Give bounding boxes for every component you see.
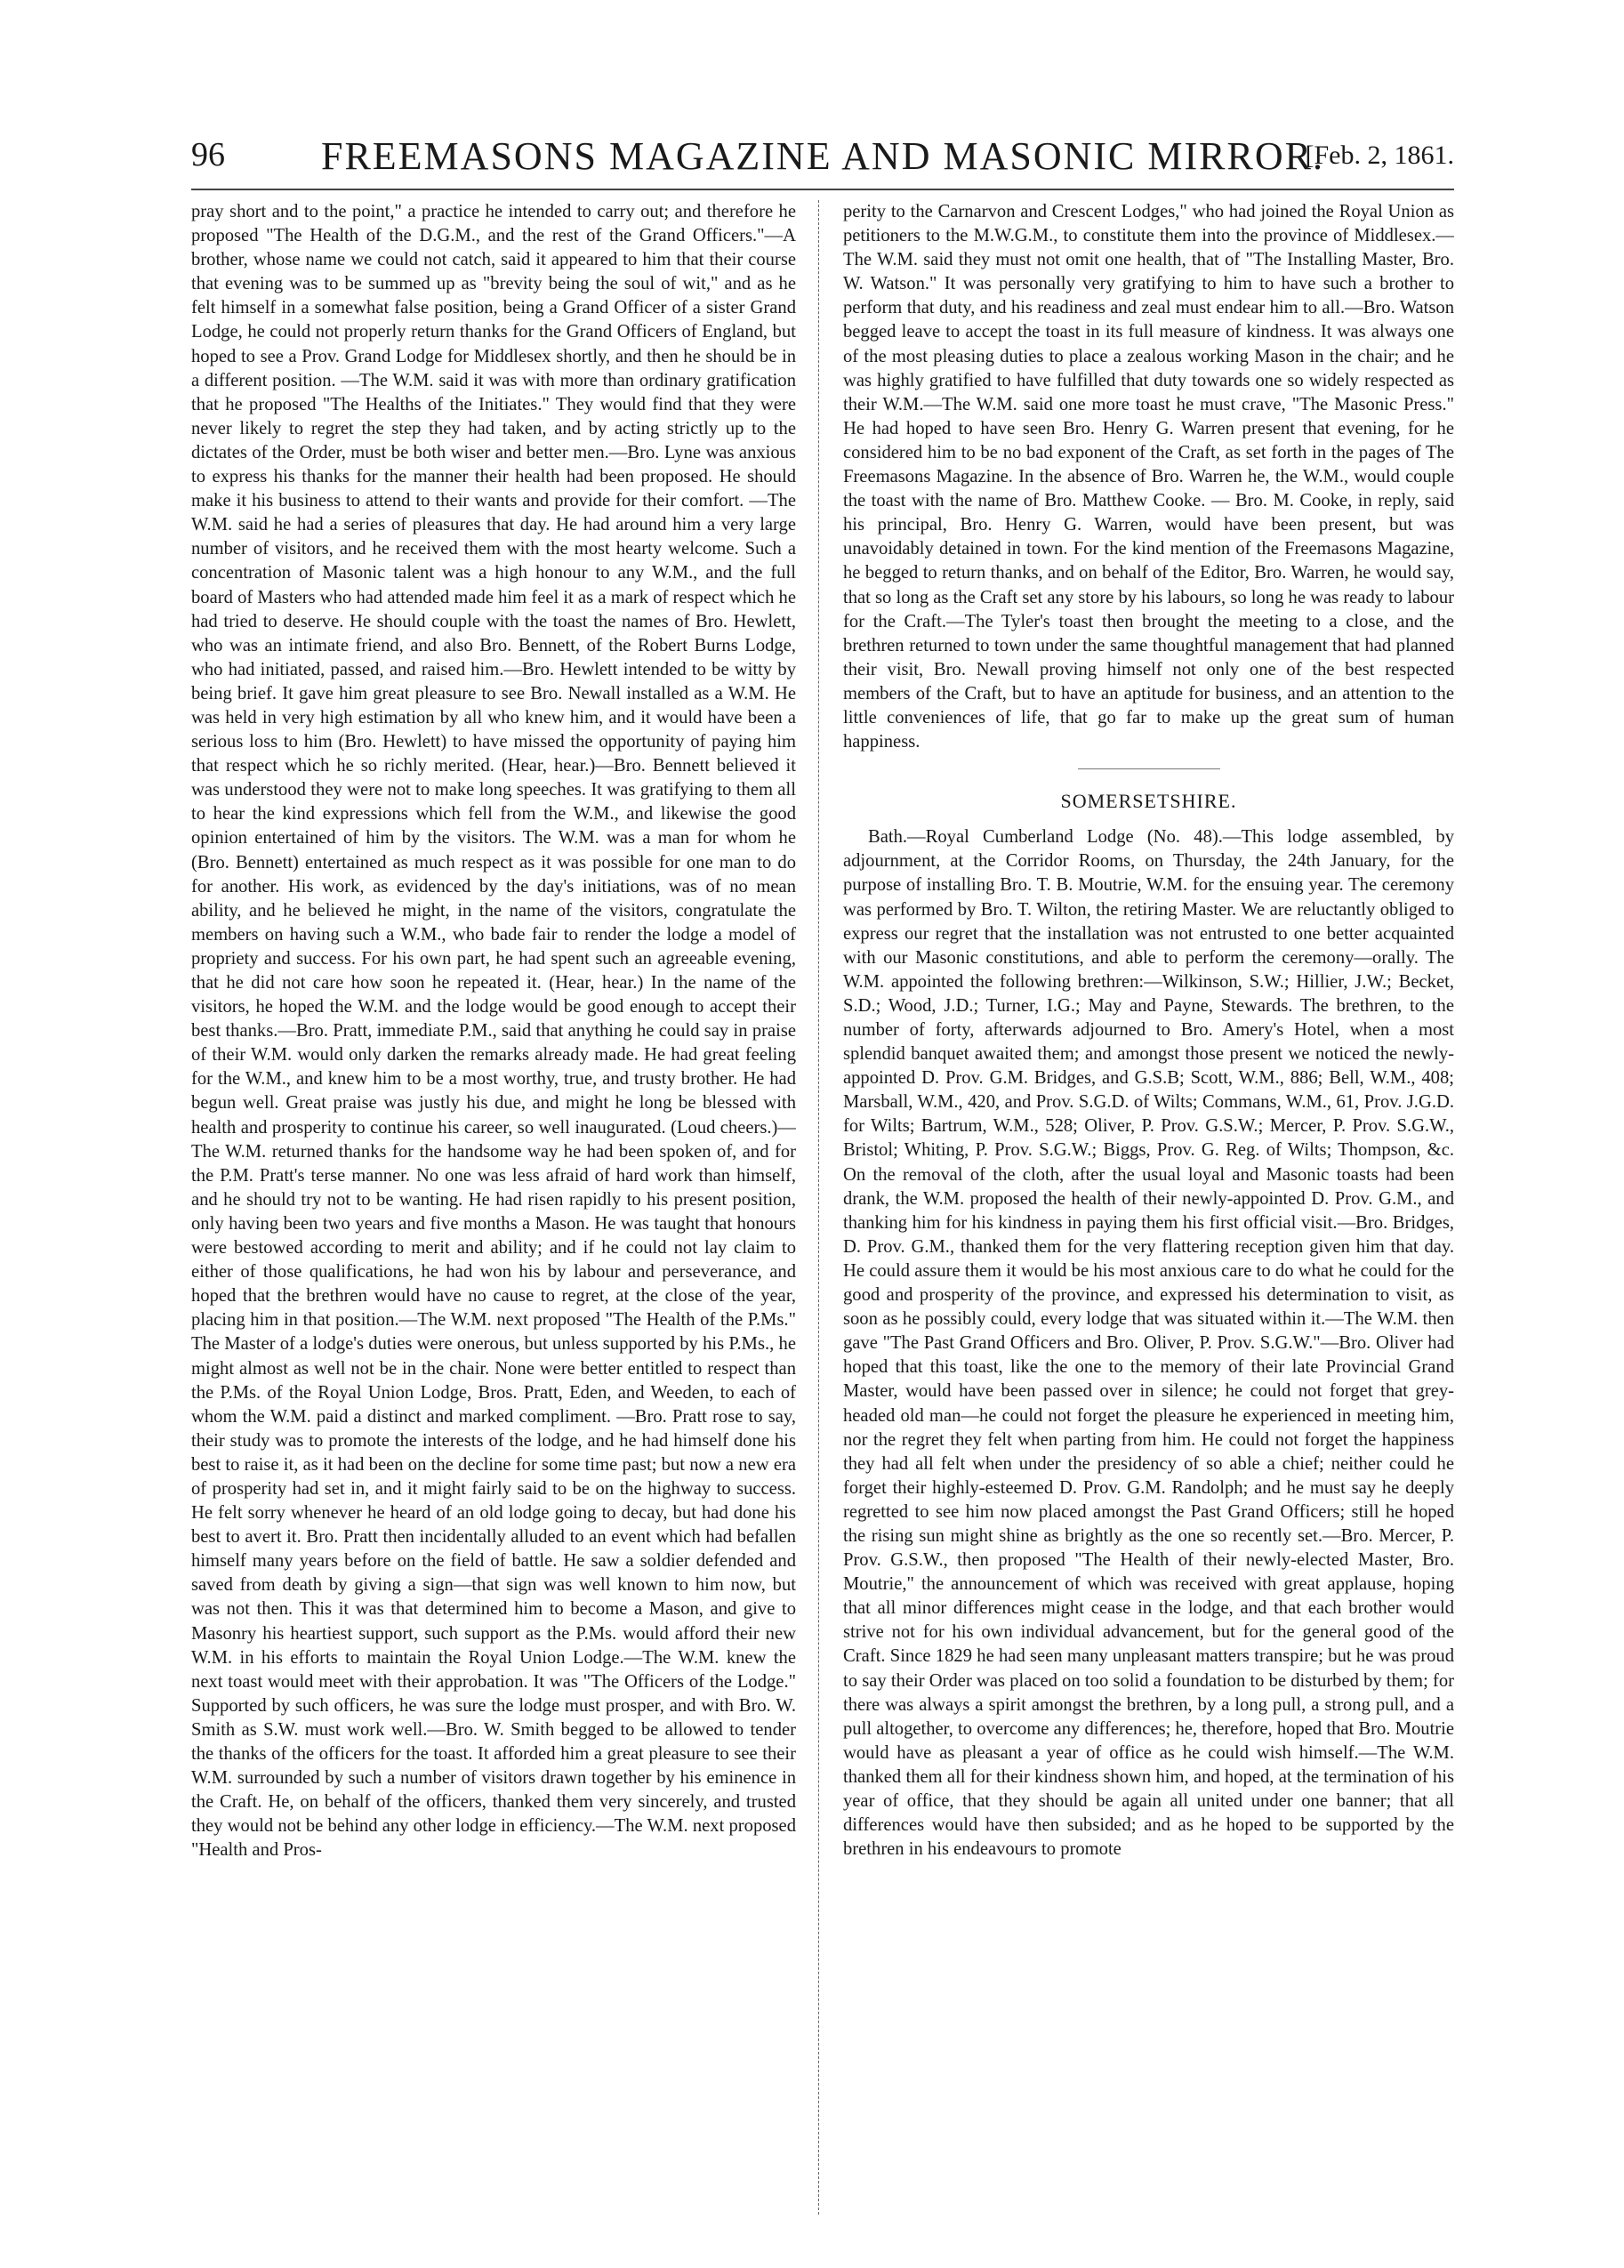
right-column-paragraph-2: Bath.—Royal Cumberland Lodge (No. 48).—This lodge assembled, by adjournment, at the Corridor Rooms, on Thursday, the 24th January, for the purpose of installing Bro. T. B. Moutrie, W.M. for the ensuing year. The ceremony was performed by Bro. T. Wilton, the retiring Master. We are reluctantly obliged to express our regret that the installation was not entrusted to one better acquainted with our Masonic constitutions, and able to perform the ceremony—orally. The W.M. appointed the following brethren:—Wilkinson, S.W.; Hillier, J.W.; Becket, S.D.; Wood, J.D.; Turner, I.G.; May and Payne, Stewards. The brethren, to the number of forty, afterwards adjourned to Bro. Amery's Hotel, when a most splendid banquet awaited them; and amongst those present we noticed the newly-appointed D. Prov. G.M. Bridges, and G.S.B; Scott, W.M., 886; Bell, W.M., 408; Marsball, W.M., 420, and Prov. S.G.D. of Wilts; Commans, W.M., 61, Prov. J.G.D. for Wilts; Bartrum, W.M., 528; Oliver, P. Prov. G.S.W.; Mercer, P. Prov. S.G.W., Bristol; Whiting, P. Prov. S.G.W.; Biggs, Prov. G. Reg. of Wilts; Thompson, &c. On the removal of the cloth, after the usual loyal and Masonic toasts had been drank, the W.M. proposed the health of their newly-appointed D. Prov. G.M., and thanking him for his kindness in paying them his first official visit.—Bro. Bridges, D. Prov. G.M., thanked them for the very flattering reception given him that day. He could assure them it would be his most anxious care to do what he could for the good and prosperity of the province, and expressed his determination to visit, as soon as he possibly could, every lodge that was situated within it.—The W.M. then gave "The Past Grand Officers and Bro. Oliver, P. Prov. S.G.W."—Bro. Oliver had hoped that this toast, like the one to the memory of their late Provincial Grand Master, would have been passed over in silence; he could not forget that grey-headed old man—he could not forget the pleasure he experienced in meeting him, nor the regret they felt when parting from him. He could not forget the happiness they had all felt when under the presidency of so able a chief; neither could he forget their highly-esteemed D. Prov. G.M. Randolph; and he must say he deeply regretted to see him now placed amongst the Past Grand Officers; still he hoped the rising sun might shine as brightly as the one so recently set.—Bro. Mercer, P. Prov. G.S.W., then proposed "The Health of their newly-elected Master, Bro. Moutrie," the announcement of which was received with great applause, hoping that all minor differences might cease in the lodge, and that each brother would strive not for his own individual advancement, but for the general good of the Craft. Since 1829 he had seen many unpleasant matters transpire; but he was proud to say their Order was placed on too solid a foundation to be disturbed by them; for there was always a spirit amongst the brethren, by a long pull, a strong pull, and a pull altogether, to overcome any differences; he, therefore, hoped that Bro. Moutrie would have as pleasant a year of office as he could wish himself.—The W.M. thanked them all for their kindness shown him, and hoped, at the termination of his year of office, that they should be again all united under one banner; that all differences would have then subsided; and as he hoped to be supported by the brethren in his endeavours to promote <box>843 827 1454 1860</box>
section-heading: SOMERSETSHIRE. <box>1060 790 1237 813</box>
issue-date: [Feb. 2, 1861. <box>1305 141 1454 170</box>
right-column-paragraph-1: perity to the Carnarvon and Crescent Lodges," who had joined the Royal Union as petitioners to the M.W.G.M., to constitute them into the province of Middlesex.—The W.M. said they must not omit one health, that of "The Installing Master, Bro. W. Watson." It was personally very gratifying to him to have such a brother to perform that duty, and his readiness and zeal must endear him to all.—Bro. Watson begged leave to accept the toast in its full measure of kindness. It was always one of the most pleasing duties to place a zealous working Mason in the chair; and he was highly gratified to have fulfilled that duty towards one so widely respected as their W.M.—The W.M. said one more toast he must crave, "The Masonic Press." He had hoped to have seen Bro. Henry G. Warren present that evening, for he considered him to be no bad exponent of the Craft, as set forth in the pages of The Freemasons Magazine. In the absence of Bro. Warren he, the W.M., would couple the toast with the name of Bro. Matthew Cooke. — Bro. M. Cooke, in reply, said his principal, Bro. Henry G. Warren, would have been present, but was unavoidably detained in town. For the kind mention of the Freemasons Magazine, he begged to return thanks, and on behalf of the Editor, Bro. Warren, he would say, that so long as the Craft set any store by his labours, so long he was ready to labour for the Craft.—The Tyler's toast then brought the meeting to a close, and the brethren returned to town under the same thoughtful management that had planned their visit, Bro. Newall proving himself not only one of the best respected members of the Craft, but to have an aptitude for business, and an attention to the little conveniences of life, that go far to make up the great sum of human happiness. <box>843 202 1454 752</box>
page-number: 96 <box>191 136 225 173</box>
section-rule <box>1078 768 1220 769</box>
column-divider <box>818 200 819 2215</box>
left-column-text: pray short and to the point," a practice he intended to carry out; and therefore he proposed "The Health of the D.G.M., and the rest of the Grand Officers."—A brother, whose name we could not catch, said it appeared to him that their course that evening was to be summed up as "brevity being the soul of wit," and as he felt himself in a somewhat false position, being a Grand Officer of a sister Grand Lodge, he could not properly return thanks for the Grand Officers of England, but hoped to see a Prov. Grand Lodge for Middlesex shortly, and then he should be in a different position. —The W.M. said it was with more than ordinary gratification that he proposed "The Healths of the Initiates." They would find that they were never likely to regret the step they had taken, and by acting strictly up to the dictates of the Order, must be both wiser and better men.—Bro. Lyne was anxious to express his thanks for the manner their health had been proposed. He should make it his business to attend to their wants and provide for their comfort. —The W.M. said he had a series of pleasures that day. He had around him a very large number of visitors, and he received them with the most hearty welcome. Such a concentration of Masonic talent was a high honour to any W.M., and the full board of Masters who had attended made him feel it as a mark of respect which he had tried to deserve. He should couple with the toast the names of Bro. Hewlett, who was an intimate friend, and also Bro. Bennett, of the Robert Burns Lodge, who had initiated, passed, and raised him.—Bro. Hewlett intended to be witty by being brief. It gave him great pleasure to see Bro. Newall installed as a W.M. He was held in very high estimation by all who knew him, and it would have been a serious loss to him (Bro. Hewlett) to have missed the opportunity of paying him that respect which he so richly merited. (Hear, hear.)—Bro. Bennett believed it was understood they were not to make long speeches. It was gratifying to them all to hear the kind expressions which fell from the W.M., and likewise the good opinion entertained of him by the visitors. The W.M. was a man for whom he (Bro. Bennett) entertained as much respect as it was possible for one man to do for another. His work, as evidenced by the day's initiations, was of no mean ability, and he believed he might, in the name of the visitors, congratulate the members on having such a W.M., who bade fair to render the lodge a model of propriety and success. For his own part, he had spent such an agreeable evening, that he did not care how soon he repeated it. (Hear, hear.) In the name of the visitors, he hoped the W.M. and the lodge would be good enough to accept their best thanks.—Bro. Pratt, immediate P.M., said that anything he could say in praise of their W.M. would only darken the remarks already made. He had great feeling for the W.M., and knew him to be a most worthy, true, and trusty brother. He had begun well. Great praise was justly his due, and might he long be blessed with health and prosperity to continue his career, so well inaugurated. (Loud cheers.)—The W.M. returned thanks for the handsome way he had been spoken of, and for the P.M. Pratt's terse manner. No one was less afraid of hard work than himself, and he should try not to be wanting. He had risen rapidly to his present position, only having been two years and five months a Mason. He was taught that honours were bestowed according to merit and ability; and if he could not lay claim to either of those qualifications, he had won his by labour and perseverance, and hoped that the brethren would have no cause to regret, at the close of the year, placing him in that position.—The W.M. next proposed "The Health of the P.Ms." The Master of a lodge's duties were onerous, but unless supported by his P.Ms., he might almost as well not be in the chair. None were better entitled to respect than the P.Ms. of the Royal Union Lodge, Bros. Pratt, Eden, and Weeden, to each of whom the W.M. paid a distinct and marked compliment. —Bro. Pratt rose to say, their study was to promote the interests of the lodge, and he had himself done his best to raise it, as it had been on the decline for some time past; but now a new era of prosperity had set in, and it might fairly said to be on the highway to success. He felt sorry whenever he heard of an old lodge going to decay, but had done his best to avert it. Bro. Pratt then incidentally alluded to an event which had befallen himself many years before on the field of battle. He saw a soldier defended and saved from death by giving a sign—that sign was well known to him now, but was not then. This it was that determined him to become a Mason, and give to Masonry his heartiest support, such support as the P.Ms. would afford their new W.M. in his efforts to maintain the Royal Union Lodge.—The W.M. knew the next toast would meet with their approbation. It was "The Officers of the Lodge." Supported by such officers, he was sure the lodge must prosper, and with Bro. W. Smith as S.W. must work well.—Bro. W. Smith begged to be allowed to tender the thanks of the officers for the toast. It afforded him a great pleasure to see their W.M. surrounded by such a number of visitors drawn together by his eminence in the Craft. He, on behalf of the officers, thanked them very sincerely, and trusted they would not be behind any other lodge in efficiency.—The W.M. next proposed "Health and Pros- <box>191 202 796 1861</box>
page-header <box>191 133 1454 187</box>
header-rule <box>191 189 1454 190</box>
right-column <box>843 200 1454 2219</box>
journal-title: FREEMASONS MAGAZINE AND MASONIC MIRROR. <box>320 134 1324 178</box>
left-column <box>191 200 796 2219</box>
